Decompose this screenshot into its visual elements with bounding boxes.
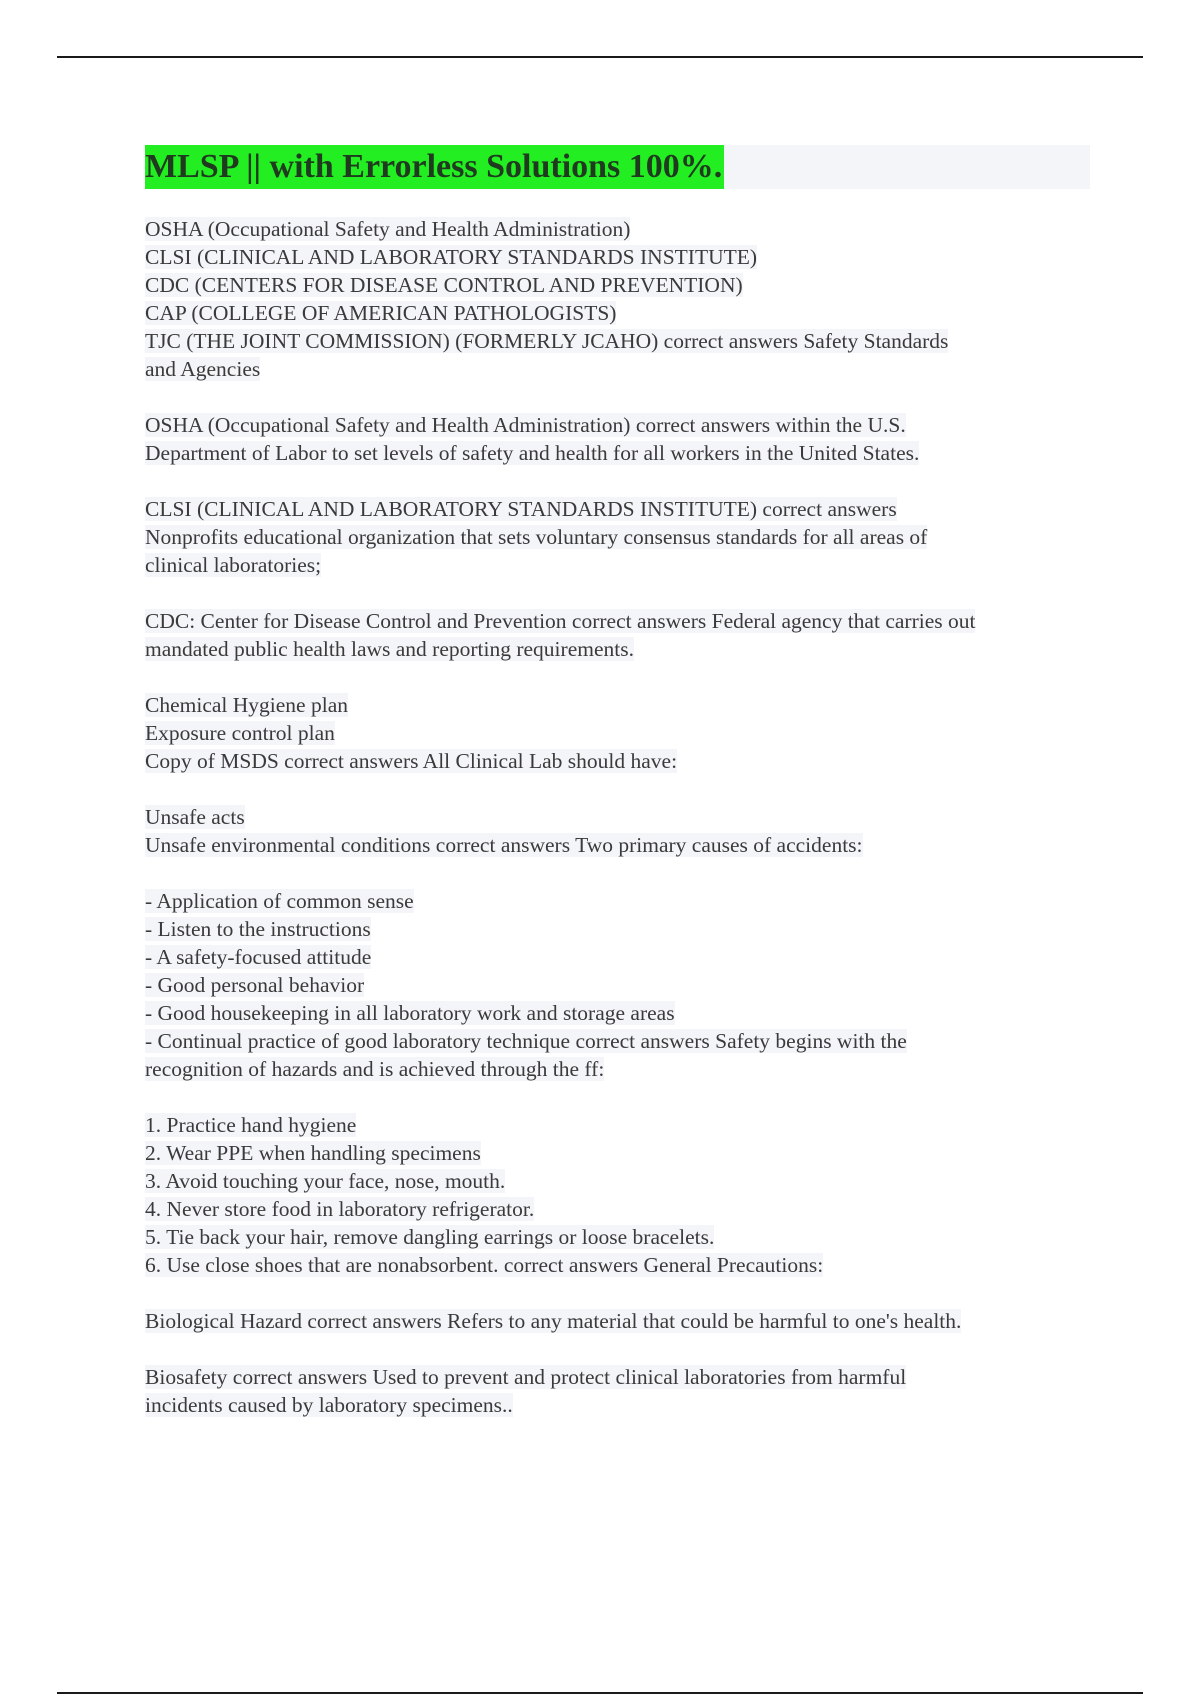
text-line — [145, 1195, 1090, 1223]
text-line — [145, 439, 1090, 467]
text-line-content: Nonprofits educational organization that sets voluntary consensus standards for all areas of — [145, 525, 928, 549]
text-line-content: incidents caused by laboratory specimens.. — [145, 1393, 513, 1417]
qa-block — [145, 803, 1090, 859]
text-line — [145, 1027, 1090, 1055]
text-line-content: CLSI (CLINICAL AND LABORATORY STANDARDS INSTITUTE) correct answers — [145, 497, 897, 521]
text-line — [145, 299, 1090, 327]
qa-block — [145, 411, 1090, 467]
text-line-content: Unsafe environmental conditions correct answers Two primary causes of accidents: — [145, 833, 863, 857]
text-line — [145, 943, 1090, 971]
qa-block — [145, 607, 1090, 663]
text-line-content: - Continual practice of good laboratory technique correct answers Safety begins with the — [145, 1029, 907, 1053]
text-line-content: 5. Tie back your hair, remove dangling earrings or loose bracelets. — [145, 1225, 715, 1249]
text-line-content: 4. Never store food in laboratory refrigerator. — [145, 1197, 535, 1221]
text-line-content: CDC: Center for Disease Control and Prevention correct answers Federal agency that carries out — [145, 609, 976, 633]
qa-block — [145, 691, 1090, 775]
qa-block — [145, 887, 1090, 1083]
text-line — [145, 215, 1090, 243]
text-line — [145, 719, 1090, 747]
text-line — [145, 1251, 1090, 1279]
qa-block — [145, 495, 1090, 579]
text-line-content: OSHA (Occupational Safety and Health Administration) — [145, 217, 631, 241]
text-line-content: recognition of hazards and is achieved through the ff: — [145, 1057, 605, 1081]
text-line-content: 3. Avoid touching your face, nose, mouth. — [145, 1169, 506, 1193]
text-line-content: CLSI (CLINICAL AND LABORATORY STANDARDS INSTITUTE) — [145, 245, 758, 269]
text-line — [145, 1167, 1090, 1195]
text-line — [145, 495, 1090, 523]
text-line-content: TJC (THE JOINT COMMISSION) (FORMERLY JCAHO) correct answers Safety Standards — [145, 329, 949, 353]
text-line — [145, 915, 1090, 943]
text-line — [145, 971, 1090, 999]
text-line-content: - A safety-focused attitude — [145, 945, 372, 969]
text-line — [145, 607, 1090, 635]
text-line-content: Biological Hazard correct answers Refers to any material that could be harmful to one's health. — [145, 1309, 962, 1333]
document-body — [145, 145, 1090, 1447]
text-line-content: - Application of common sense — [145, 889, 414, 913]
title-band — [145, 145, 1090, 189]
text-line — [145, 1223, 1090, 1251]
text-line — [145, 411, 1090, 439]
document-title: MLSP || with Errorless Solutions 100%. — [145, 145, 724, 189]
text-line-content: Unsafe acts — [145, 805, 245, 829]
text-line-content: Biosafety correct answers Used to prevent and protect clinical laboratories from harmful — [145, 1365, 907, 1389]
text-line — [145, 1307, 1090, 1335]
text-line — [145, 355, 1090, 383]
footer-rule — [57, 1692, 1143, 1694]
qa-block — [145, 1307, 1090, 1335]
qa-block — [145, 215, 1090, 383]
text-line-content: Chemical Hygiene plan — [145, 693, 348, 717]
text-line-content: mandated public health laws and reporting requirements. — [145, 637, 634, 661]
text-line — [145, 327, 1090, 355]
text-line-content: 6. Use close shoes that are nonabsorbent. correct answers General Precautions: — [145, 1253, 824, 1277]
text-line-content: Copy of MSDS correct answers All Clinical Lab should have: — [145, 749, 678, 773]
text-line — [145, 1055, 1090, 1083]
qa-block — [145, 1363, 1090, 1419]
text-line — [145, 1363, 1090, 1391]
text-line-content: CAP (COLLEGE OF AMERICAN PATHOLOGISTS) — [145, 301, 617, 325]
text-line-content: - Listen to the instructions — [145, 917, 371, 941]
text-line — [145, 243, 1090, 271]
text-line — [145, 831, 1090, 859]
text-line — [145, 523, 1090, 551]
text-line-content: - Good housekeeping in all laboratory work and storage areas — [145, 1001, 675, 1025]
text-line-content: Exposure control plan — [145, 721, 335, 745]
text-line — [145, 1391, 1090, 1419]
text-line-content: OSHA (Occupational Safety and Health Administration) correct answers within the U.S. — [145, 413, 906, 437]
qa-block — [145, 1111, 1090, 1279]
qa-blocks — [145, 215, 1090, 1419]
text-line — [145, 803, 1090, 831]
text-line — [145, 1139, 1090, 1167]
text-line — [145, 635, 1090, 663]
text-line-content: Department of Labor to set levels of safety and health for all workers in the United States. — [145, 441, 920, 465]
text-line-content: CDC (CENTERS FOR DISEASE CONTROL AND PREVENTION) — [145, 273, 743, 297]
text-line — [145, 691, 1090, 719]
text-line — [145, 551, 1090, 579]
text-line-content: - Good personal behavior — [145, 973, 365, 997]
text-line — [145, 1111, 1090, 1139]
text-line — [145, 747, 1090, 775]
header-rule — [57, 56, 1143, 58]
text-line — [145, 999, 1090, 1027]
text-line — [145, 271, 1090, 299]
text-line-content: 2. Wear PPE when handling specimens — [145, 1141, 481, 1165]
text-line-content: and Agencies — [145, 357, 261, 381]
text-line-content: 1. Practice hand hygiene — [145, 1113, 357, 1137]
text-line-content: clinical laboratories; — [145, 553, 322, 577]
text-line — [145, 887, 1090, 915]
